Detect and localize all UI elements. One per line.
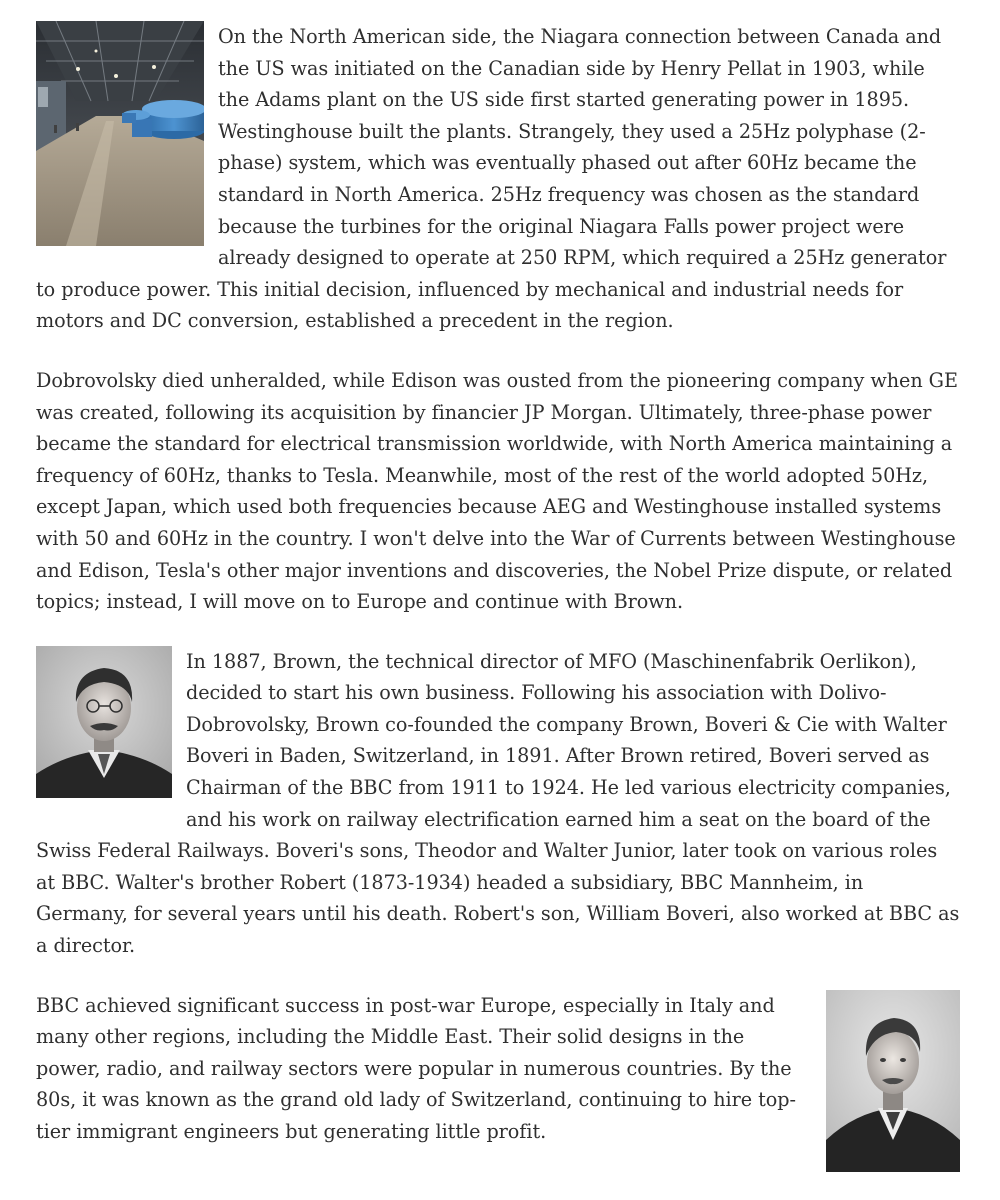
paragraph-1-text: On the North American side, the Niagara connection between Canada and the US was initiated on the Canadian side by Henry Pellat in 1903, while the Adams plant on the US side first started generating power in 1895. Westinghouse built the plants. Strangely, they used a 25Hz polyphase (2-phase) system, which was eventually phased out after 60Hz became the standard in North America. 25Hz frequency was chosen as the standard because the turbines for the original Niagara Falls power project were already designed to operate at 250 RPM, which required a 25Hz generator to produce power. This initial decision, influenced by mechanical and industrial needs for motors and DC conversion, established a precedent in the region. — [36, 25, 947, 333]
paragraph-4-text: BBC achieved significant success in post-war Europe, especially in Italy and many other regions, including the Middle East. Their solid designs in the power, radio, and railway sectors were popular in numerous countries. By the 80s, it was known as the grand old lady of Switzerland, continuing to hire top-tier immigrant engineers but generating little profit. — [36, 993, 796, 1143]
paragraph-3-text: In 1887, Brown, the technical director of MFO (Maschinenfabrik Oerlikon), decided to start his own business. Following his association with Dolivo-Dobrovolsky, Brown co-founded the company Brown, Boveri & Cie with Walter Boveri in Baden, Switzerland, in 1891. After Brown retired, Boveri served as Chairman of the BBC from 1911 to 1924. He led various electricity companies, and his work on railway electrification earned him a seat on the board of the Swiss Federal Railways. Boveri's sons, Theodor and Walter Junior, later took on various roles at BBC. Walter's brother Robert (1873-1934) headed a subsidiary, BBC Mannheim, in Germany, for several years until his death. Robert's son, William Boveri, also worked at BBC as a director. — [36, 649, 960, 958]
paragraph-bbc-success — [36, 990, 960, 1172]
boveri-portrait-photo — [826, 990, 960, 1172]
paragraph-brown — [36, 646, 960, 962]
power-plant-figure — [36, 21, 204, 246]
brown-portrait-photo — [36, 646, 172, 798]
paragraph-currents — [36, 365, 960, 618]
power-plant-photo — [36, 21, 204, 246]
paragraph-niagara — [36, 21, 960, 337]
boveri-portrait-figure — [826, 990, 960, 1172]
article-body — [36, 21, 960, 1200]
paragraph-2-text: Dobrovolsky died unheralded, while Edison was ousted from the pioneering company when GE was created, following its acquisition by financier JP Morgan. Ultimately, three-phase power became the standard for electrical transmission worldwide, with North America maintaining a frequency of 60Hz, thanks to Tesla. Meanwhile, most of the rest of the world adopted 50Hz, except Japan, which used both frequencies because AEG and Westinghouse installed systems with 50 and 60Hz in the country. I won't delve into the War of Currents between Westinghouse and Edison, Tesla's other major inventions and discoveries, the Nobel Prize dispute, or related topics; instead, I will move on to Europe and continue with Brown. — [36, 368, 958, 614]
brown-portrait-figure — [36, 646, 172, 798]
